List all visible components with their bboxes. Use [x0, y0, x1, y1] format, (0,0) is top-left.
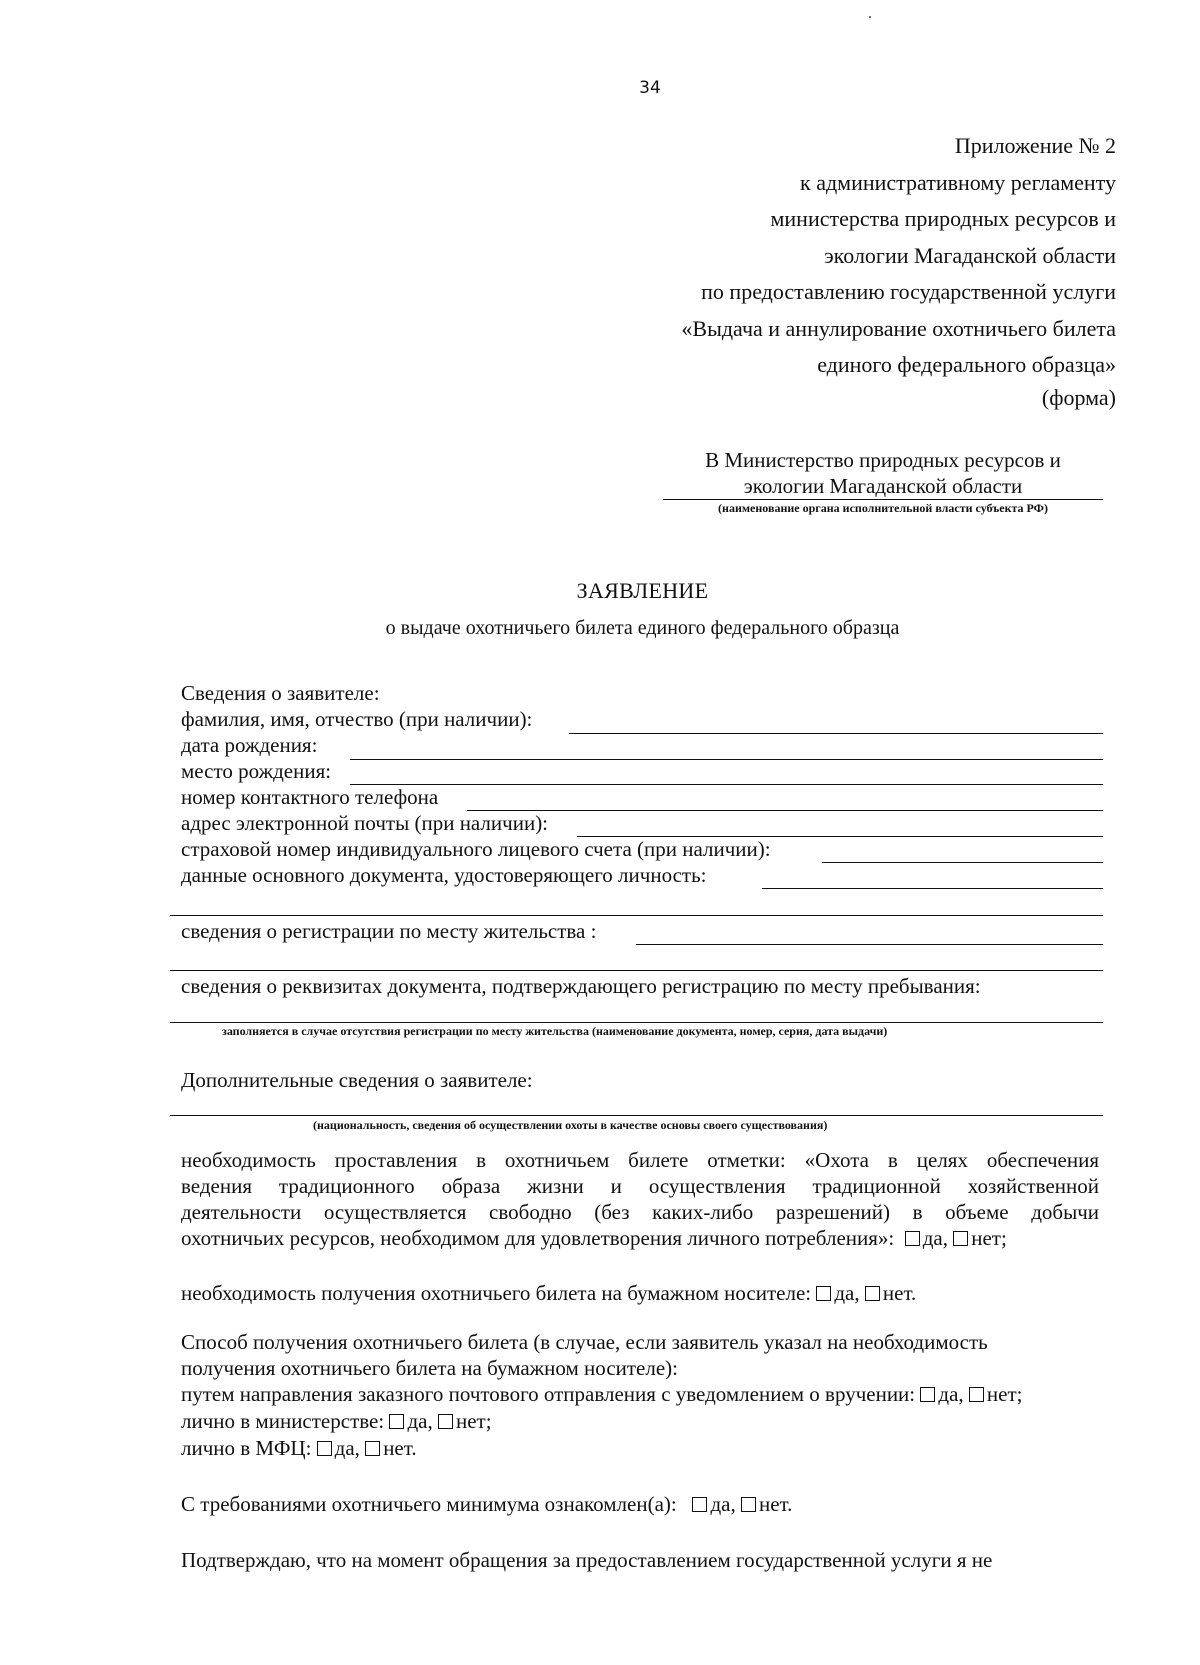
stay-registration-caption: заполняется в случае отсутствия регистрации по месту жительства (наименование документа, номер, серия, дата выдачи): [222, 1024, 888, 1038]
appendix-header: [681, 128, 1116, 384]
method-ministry-no-checkbox[interactable]: [438, 1414, 453, 1429]
paper-yes-label: да,: [834, 1281, 860, 1305]
method-ministry-yes-label: да,: [407, 1409, 433, 1433]
minimum-row: [181, 1492, 792, 1517]
paper-label: необходимость получения охотничьего билета на бумажном носителе:: [181, 1281, 812, 1305]
mark-line-with-options: [181, 1225, 1099, 1251]
scan-speck: [869, 16, 871, 18]
residence-registration-field-line2[interactable]: [170, 970, 1103, 971]
birth-date-field[interactable]: [350, 759, 1103, 760]
minimum-no-checkbox[interactable]: [741, 1497, 756, 1512]
minimum-label: С требованиями охотничьего минимума ознакомлен(а):: [181, 1492, 677, 1516]
method-mail-yes-label: да,: [938, 1382, 964, 1406]
mark-yes-checkbox[interactable]: [905, 1231, 920, 1246]
phone-label: номер контактного телефона: [181, 785, 439, 809]
additional-caption: (национальность, сведения об осуществлении охоты в качестве основы своего существования): [313, 1118, 828, 1132]
phone-field[interactable]: [467, 810, 1103, 811]
mark-paragraph: [181, 1147, 1099, 1251]
birth-place-label: место рождения:: [181, 759, 332, 783]
appendix-line: по предоставлению государственной услуги: [701, 279, 1116, 304]
snils-label: страховой номер индивидуального лицевого счета (при наличии):: [181, 837, 771, 861]
document-subtitle: о выдаче охотничьего билета единого федерального образца: [385, 617, 900, 639]
birth-date-label: дата рождения:: [181, 733, 318, 757]
residence-registration-field[interactable]: [636, 944, 1103, 945]
appendix-line: экологии Магаданской области: [824, 242, 1116, 268]
method-ministry-label: лично в министерстве:: [181, 1409, 385, 1433]
additional-field[interactable]: [170, 1115, 1103, 1116]
stay-registration-label: сведения о реквизитах документа, подтверждающего регистрацию по месту пребывания:: [181, 974, 981, 998]
method-heading-line2: получения охотничьего билета на бумажном носителе):: [181, 1356, 679, 1380]
method-mfc-row: [181, 1436, 417, 1461]
method-mfc-yes-checkbox[interactable]: [317, 1441, 332, 1456]
method-ministry-no-label: нет;: [455, 1409, 492, 1433]
method-mail-no-checkbox[interactable]: [969, 1387, 984, 1402]
paper-no-checkbox[interactable]: [865, 1286, 880, 1301]
method-heading-line1: Способ получения охотничьего билета (в случае, если заявитель указал на необходимость: [181, 1330, 988, 1354]
method-mail-label: путем направления заказного почтового отправления с уведомлением о вручении:: [181, 1382, 916, 1406]
snils-field[interactable]: [822, 862, 1103, 863]
addressee-line: В Министерство природных ресурсов и: [705, 448, 1061, 472]
method-mfc-yes-label: да,: [334, 1436, 360, 1460]
appendix-line: Приложение № 2: [954, 133, 1116, 158]
id-document-field[interactable]: [762, 888, 1103, 889]
minimum-no-label: нет.: [758, 1492, 793, 1516]
appendix-line: министерства природных ресурсов и: [770, 206, 1116, 231]
applicant-heading: Сведения о заявителе:: [181, 681, 380, 705]
method-mail-yes-checkbox[interactable]: [920, 1387, 935, 1402]
confirmation-text: Подтверждаю, что на момент обращения за предоставлением государственной услуги я не: [181, 1548, 993, 1572]
minimum-yes-checkbox[interactable]: [692, 1497, 707, 1512]
document-title: ЗАЯВЛЕНИЕ: [576, 578, 709, 603]
mark-yes-label: да,: [922, 1226, 948, 1250]
mark-no-label: нет;: [971, 1226, 1007, 1250]
paper-no-label: нет.: [882, 1281, 917, 1305]
method-mfc-no-checkbox[interactable]: [365, 1441, 380, 1456]
full-name-label: фамилия, имя, отчество (при наличии):: [181, 707, 533, 731]
id-document-label: данные основного документа, удостоверяющего личность:: [181, 863, 707, 887]
email-label: адрес электронной почты (при наличии):: [181, 811, 549, 835]
mark-line: деятельности осуществляется свободно (без каких-либо разрешений) в объеме добычи: [181, 1200, 1099, 1224]
mark-no-checkbox[interactable]: [953, 1231, 968, 1246]
appendix-line: к административному регламенту: [800, 169, 1116, 195]
additional-heading: Дополнительные сведения о заявителе:: [181, 1068, 533, 1092]
addressee-block: [663, 447, 1103, 517]
appendix-line: «Выдача и аннулирование охотничьего билета: [681, 315, 1116, 341]
paper-yes-checkbox[interactable]: [816, 1286, 831, 1301]
id-document-field-line2[interactable]: [170, 915, 1103, 916]
mark-line: необходимость проставления в охотничьем билете отметки: «Охота в целях обеспечения: [181, 1148, 1099, 1172]
birth-place-field[interactable]: [350, 784, 1103, 785]
residence-registration-label: сведения о регистрации по месту жительства :: [181, 919, 597, 943]
addressee-caption: (наименование органа исполнительной власти субъекта РФ): [718, 501, 1048, 515]
appendix-line: единого федерального образца»: [817, 352, 1116, 377]
page-number: 34: [639, 78, 661, 98]
method-mfc-label: лично в МФЦ:: [181, 1436, 312, 1460]
addressee-line: экологии Магаданской области: [663, 473, 1103, 500]
minimum-yes-label: да,: [710, 1492, 736, 1516]
form-label: (форма): [1041, 385, 1116, 410]
method-mail-no-label: нет;: [986, 1382, 1023, 1406]
method-mail-row: [181, 1382, 1022, 1407]
method-mfc-no-label: нет.: [383, 1436, 417, 1460]
paper-row: [181, 1281, 916, 1306]
mark-line: ведения традиционного образа жизни и осуществления традиционной хозяйственной: [181, 1174, 1099, 1198]
full-name-field[interactable]: [569, 733, 1103, 734]
method-ministry-row: [181, 1409, 492, 1434]
mark-line: охотничьих ресурсов, необходимом для удовлетворения личного потребления»:: [181, 1226, 895, 1250]
method-ministry-yes-checkbox[interactable]: [389, 1414, 404, 1429]
